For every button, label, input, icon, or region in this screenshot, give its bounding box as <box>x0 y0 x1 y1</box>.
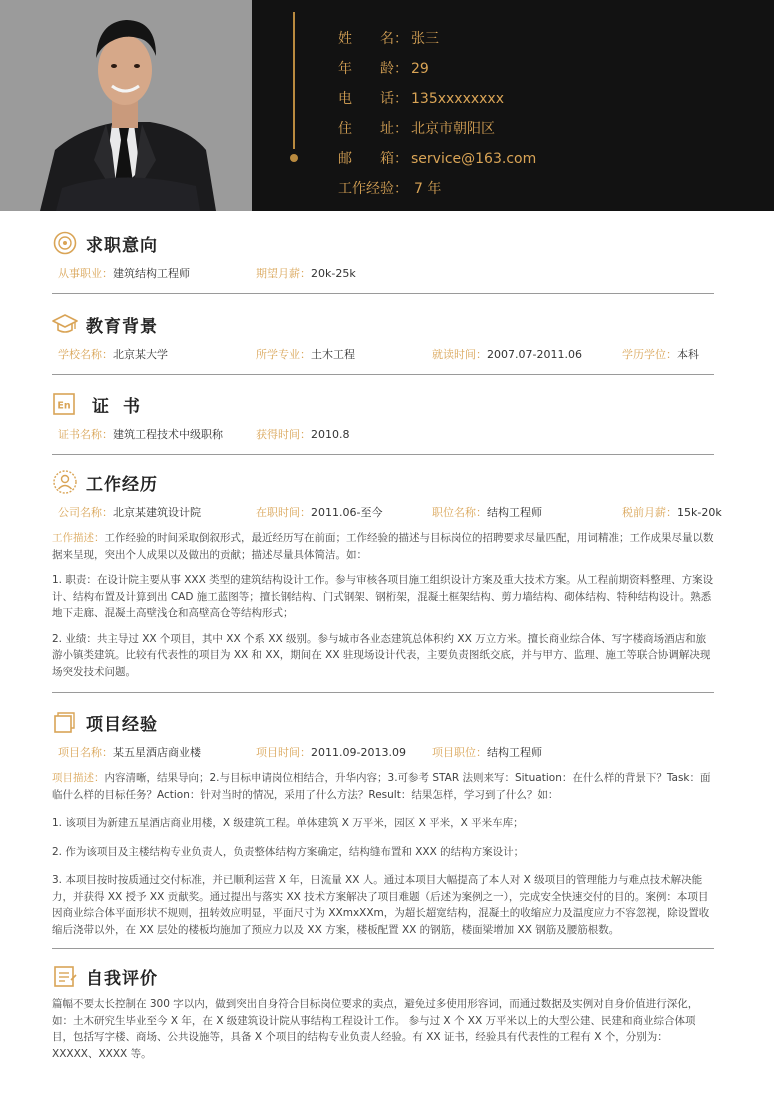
project-period-label: 项目时间： <box>256 746 311 759</box>
position-label: 职位名称： <box>432 506 487 519</box>
intent-fields <box>52 265 714 285</box>
job-value: 建筑结构工程师 <box>113 267 190 280</box>
address-label: 住 址： <box>338 121 408 137</box>
project-period-value: 2011.09-2013.09 <box>311 746 406 759</box>
degree-label: 学历学位： <box>622 348 677 361</box>
info-row-experience <box>338 178 536 208</box>
work-description-label: 工作描述： <box>52 532 105 544</box>
pretax-salary-label: 税前月薪： <box>622 506 677 519</box>
section-header <box>52 310 714 338</box>
section-title: 求职意向 <box>86 235 158 256</box>
section-header <box>52 390 714 418</box>
certificate-name-label: 证书名称： <box>58 428 113 441</box>
certificate-fields <box>52 426 714 446</box>
section-project <box>52 708 714 949</box>
project-description <box>52 770 714 803</box>
project-item-2: 2. 作为该项目及主楼结构专业负责人，负责整体结构方案确定，结构缝布置和 XXX 的结构方案设计； <box>52 845 525 858</box>
position-value: 结构工程师 <box>487 506 542 519</box>
work-period-value: 2011.06-至今 <box>311 506 383 519</box>
project-period-field <box>256 744 406 760</box>
school-field <box>58 346 168 362</box>
project-name-field <box>58 744 201 760</box>
work-item-duties: 1. 职责：在设计院主要从事 XXX 类型的建筑结构设计工作。参与审核各项目施工组织设计方案及重大技术方案。从工程前期资料整理、方案设计、结构布置及计算到出 CAD 施工蓝图等；擅长钢结构、门式钢架、钢桁架，混凝土框架结构、剪力墙结构、砌体结构、特种结构设计。熟悉地下走廊、混凝土高壁浅仓和高壁高仓等结构形式； <box>52 574 714 619</box>
project-name-label: 项目名称： <box>58 746 113 759</box>
name-value: 张三 <box>411 31 439 47</box>
portrait-photo <box>0 0 252 211</box>
section-title: 自我评价 <box>86 968 158 989</box>
section-divider <box>52 948 714 949</box>
section-divider <box>52 692 714 693</box>
personal-info <box>338 28 536 208</box>
project-description-text: 内容清晰，结果导向；2.与目标申请岗位相结合，升华内容；3.可参考 STAR 法则来写：Situation：在什么样的背景下？Task：面临什么样的目标任务？Action：针对当时的情况，采用了什么方法？Result：结果怎样，学习到了什么？如： <box>52 772 711 801</box>
degree-value: 本科 <box>677 348 699 361</box>
info-row-address <box>338 118 536 148</box>
section-header <box>52 708 714 736</box>
decorative-divider-line <box>293 12 295 149</box>
major-value: 土木工程 <box>311 348 355 361</box>
experience-label: 工作经验： <box>338 181 408 197</box>
school-value: 北京某大学 <box>113 348 168 361</box>
pretax-salary-value: 15k-20k <box>677 506 722 519</box>
project-item-1: 1. 该项目为新建五星酒店商业用楼，X 级建筑工程。单体建筑 X 万平米，园区 X 平米，X 平米车库； <box>52 817 524 829</box>
email-value: service@163.com <box>411 151 537 167</box>
notepad-icon <box>52 963 78 989</box>
section-certificate <box>52 390 714 455</box>
section-divider <box>52 374 714 375</box>
header-banner <box>0 0 774 211</box>
certificate-name-field <box>58 426 223 442</box>
major-field <box>256 346 355 362</box>
age-label: 年 龄： <box>338 61 408 77</box>
study-period-field <box>432 346 582 362</box>
section-title: 证书 <box>92 396 154 417</box>
svg-text:En: En <box>57 400 71 412</box>
section-self-evaluation <box>52 962 714 1062</box>
folder-icon <box>52 709 78 735</box>
decorative-dot <box>290 154 298 162</box>
project-description-label: 项目描述： <box>52 772 105 784</box>
salary-label: 期望月薪： <box>256 267 311 280</box>
work-description <box>52 530 714 563</box>
target-icon <box>52 230 78 256</box>
project-fields <box>52 744 714 764</box>
section-divider <box>52 293 714 294</box>
address-value: 北京市朝阳区 <box>411 121 495 137</box>
project-name-value: 某五星酒店商业楼 <box>113 746 201 759</box>
self-evaluation-text: 篇幅不要太长控制在 300 字以内，做到突出自身符合目标岗位要求的卖点，避免过多使用形容词，而通过数据及实例对自身价值进行深化，如：土木研究生毕业至今 X 年，在 X 级建筑设计院从事结构工程设计工作。 参与过 X 个 XX 万平米以上的大型公建、民建和商业综合体项目，包括写字楼、商场、公共设施等，具备 X 个项目的结构专业负责人经验。有 XX 证书，经验具有代表性的工程有 X 个，分别为：XXXXX、XXXX 等。 <box>52 998 699 1060</box>
info-row-email <box>338 148 536 178</box>
certificate-date-field <box>256 426 350 442</box>
section-title: 项目经验 <box>86 714 158 735</box>
company-field <box>58 504 201 520</box>
experience-value: 7 年 <box>414 181 442 197</box>
salary-field <box>256 265 356 281</box>
section-education <box>52 310 714 375</box>
section-header <box>52 962 714 990</box>
project-role-value: 结构工程师 <box>487 746 542 759</box>
phone-label: 电 话： <box>338 91 408 107</box>
position-field <box>432 504 542 520</box>
school-label: 学校名称： <box>58 348 113 361</box>
certificate-name-value: 建筑工程技术中级职称 <box>113 428 223 441</box>
major-label: 所学专业： <box>256 348 311 361</box>
company-label: 公司名称： <box>58 506 113 519</box>
person-icon <box>52 469 78 495</box>
section-title: 工作经历 <box>86 474 158 495</box>
section-divider <box>52 454 714 455</box>
age-value: 29 <box>411 61 429 77</box>
section-work <box>52 468 722 693</box>
company-value: 北京某建筑设计院 <box>113 506 201 519</box>
name-label: 姓 名： <box>338 31 408 47</box>
salary-value: 20k-25k <box>311 267 356 280</box>
certificate-en-icon <box>52 391 78 417</box>
info-row-age <box>338 58 536 88</box>
pretax-salary-field <box>622 504 722 520</box>
section-job-intent <box>52 229 714 294</box>
degree-field <box>622 346 699 362</box>
graduation-cap-icon <box>52 311 78 337</box>
info-row-name <box>338 28 536 58</box>
education-fields <box>52 346 714 366</box>
info-row-phone <box>338 88 536 118</box>
work-description-text: 工作经验的时间采取倒叙形式，最近经历写在前面；工作经验的描述与目标岗位的招聘要求尽量匹配，用词精准；工作成果尽量以数据来呈现，突出个人成果以及做出的贡献；描述尽量具体简洁。如： <box>52 532 714 561</box>
work-period-label: 在职时间： <box>256 506 311 519</box>
study-period-value: 2007.07-2011.06 <box>487 348 582 361</box>
project-role-label: 项目职位： <box>432 746 487 759</box>
job-label: 从事职业： <box>58 267 113 280</box>
project-role-field <box>432 744 542 760</box>
email-label: 邮 箱： <box>338 151 408 167</box>
phone-value: 135xxxxxxxx <box>411 91 505 107</box>
certificate-date-value: 2010.8 <box>311 428 350 441</box>
section-header <box>52 229 714 257</box>
work-fields <box>52 504 722 524</box>
study-period-label: 就读时间： <box>432 348 487 361</box>
work-item-achievements: 2. 业绩：共主导过 XX 个项目，其中 XX 个系 XX 级别。参与城市各业态建筑总体积约 XX 万立方米。擅长商业综合体、写字楼商场酒店和旅游小镇类建筑。比较有代表性的项目为 XX 和 XX，期间在 XX 驻现场设计代表，主要负责图纸交底，并与甲方、监理、施工等联合协调解决现场突发技术问题。 <box>52 632 711 678</box>
section-header <box>52 468 714 496</box>
work-period-field <box>256 504 382 520</box>
section-title: 教育背景 <box>86 316 158 337</box>
job-field <box>58 265 190 281</box>
project-item-3: 3. 本项目按时按质通过交付标准，并已顺利运营 X 年，日流量 XX 人。通过本项目大幅提高了本人对 X 级项目的管理能力与难点技术解决能力，并获得 XX 授予 XX 贡献奖。通过提出与落实 XX 技术方案解决了项目难题（后述为案例之一），完成安全快速交付的目的。案例：本项目因商业综合体平面形状不规则，扭转效应明显，平面尺寸为 XXmxXXm，为超长超宽结构，混凝土的收缩应力及温度应力不容忽视，除设置收缩后浇带以外，在 XX 层处的楼板均施加了预应力以及 XX 方案，楼板配置 XX 的钢筋，楼面梁增加 XX 钢筋及腰筋根数。 <box>52 874 710 936</box>
certificate-date-label: 获得时间： <box>256 428 311 441</box>
